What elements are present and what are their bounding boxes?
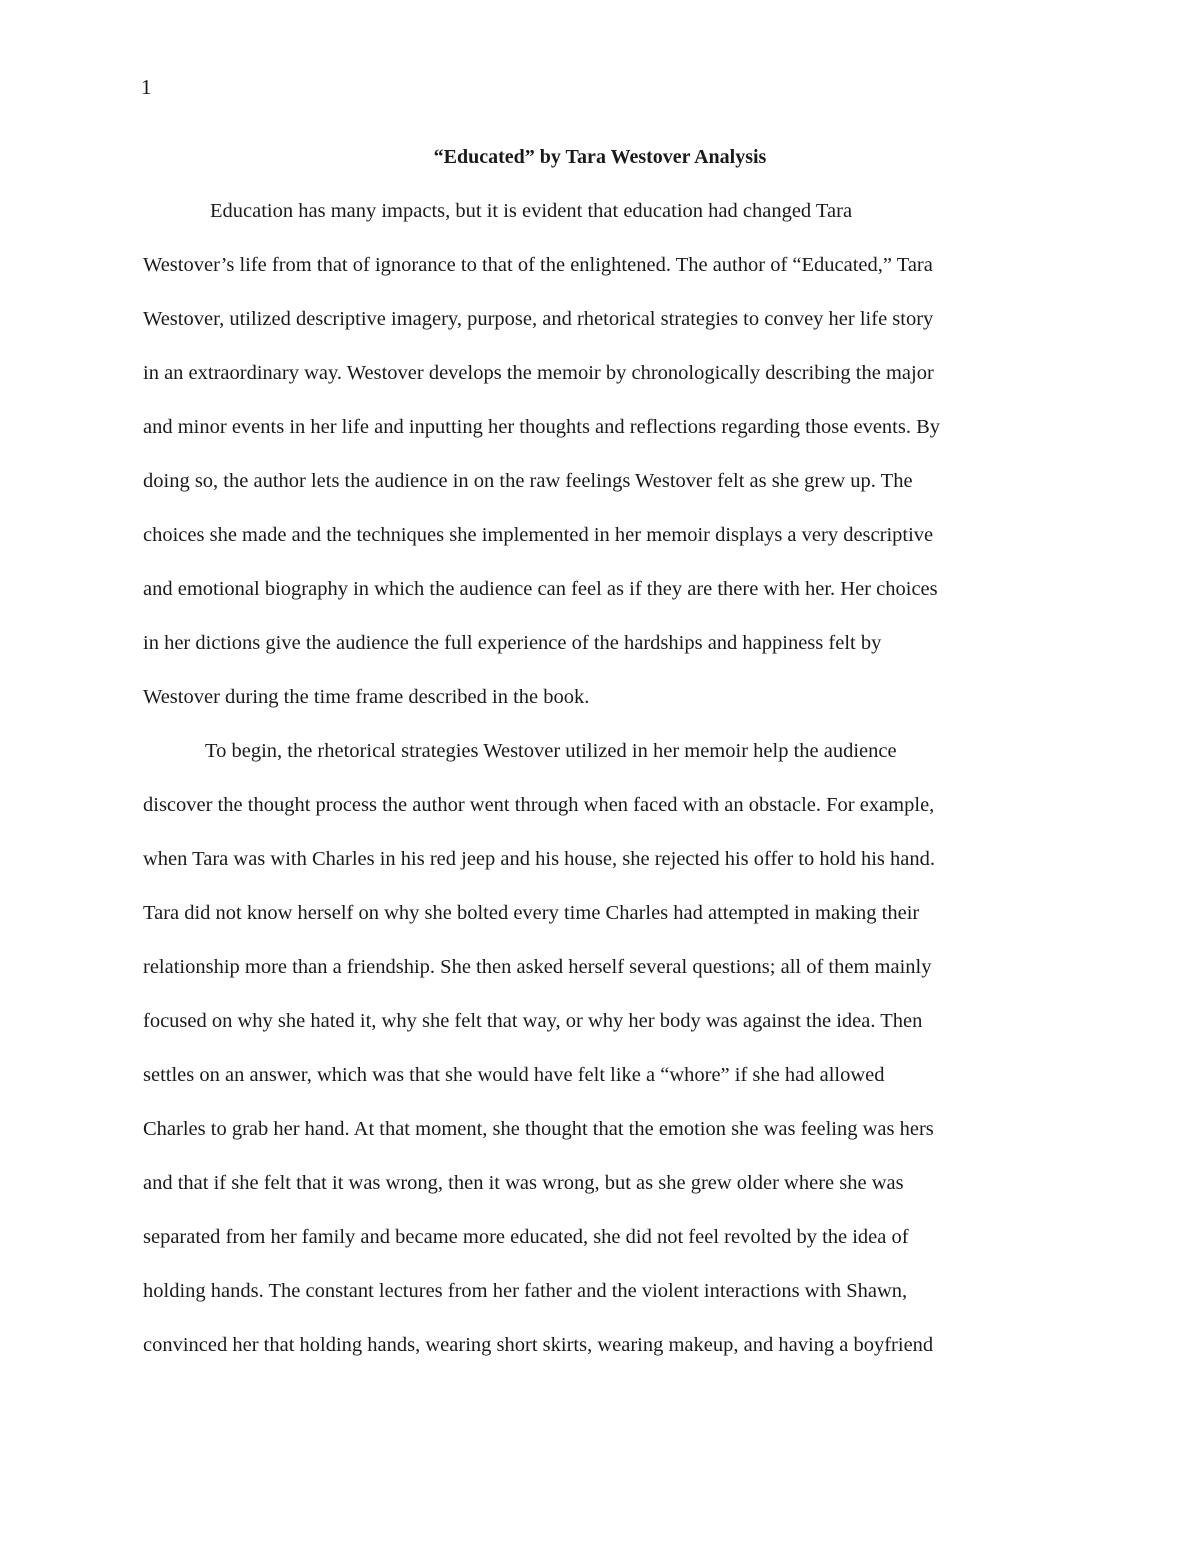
text-line: Westover during the time frame described in the book. — [143, 686, 590, 708]
text-line: relationship more than a friendship. She then asked herself several questions; all of them mainly — [143, 956, 932, 978]
text-line: when Tara was with Charles in his red jeep and his house, she rejected his offer to hold his hand. — [143, 848, 935, 870]
text-line: in her dictions give the audience the full experience of the hardships and happiness felt by — [143, 632, 882, 654]
text-line: Charles to grab her hand. At that moment, she thought that the emotion she was feeling was hers — [143, 1118, 934, 1140]
text-line: in an extraordinary way. Westover develops the memoir by chronologically describing the major — [143, 362, 934, 384]
text-line: convinced her that holding hands, wearing short skirts, wearing makeup, and having a boyfriend — [143, 1334, 934, 1356]
text-line: discover the thought process the author went through when faced with an obstacle. For example, — [143, 794, 935, 816]
text-line: settles on an answer, which was that she would have felt like a “whore” if she had allowed — [143, 1064, 885, 1086]
text-line: focused on why she hated it, why she felt that way, or why her body was against the idea. Then — [143, 1010, 923, 1032]
text-line: Westover, utilized descriptive imagery, purpose, and rhetorical strategies to convey her life story — [143, 308, 934, 330]
page-number: 1 — [141, 75, 152, 99]
text-line: separated from her family and became more educated, she did not feel revolted by the idea of — [143, 1226, 909, 1248]
text-line: doing so, the author lets the audience in on the raw feelings Westover felt as she grew up. The — [143, 470, 913, 492]
text-line: and emotional biography in which the audience can feel as if they are there with her. Her choices — [143, 578, 938, 600]
page-title: “Educated” by Tara Westover Analysis — [433, 146, 767, 168]
text-line: holding hands. The constant lectures from her father and the violent interactions with Shawn, — [143, 1280, 908, 1302]
text-line: and that if she felt that it was wrong, then it was wrong, but as she grew older where she was — [143, 1172, 904, 1194]
text-line: Westover’s life from that of ignorance to that of the enlightened. The author of “Educated,” Tara — [143, 254, 933, 276]
text-line: To begin, the rhetorical strategies Westover utilized in her memoir help the audience — [205, 740, 897, 762]
text-line: Education has many impacts, but it is evident that education had changed Tara — [210, 200, 853, 222]
text-line: and minor events in her life and inputting her thoughts and reflections regarding those events. By — [143, 416, 941, 438]
text-line: choices she made and the techniques she implemented in her memoir displays a very descriptive — [143, 524, 934, 546]
text-line: Tara did not know herself on why she bolted every time Charles had attempted in making their — [143, 902, 920, 924]
